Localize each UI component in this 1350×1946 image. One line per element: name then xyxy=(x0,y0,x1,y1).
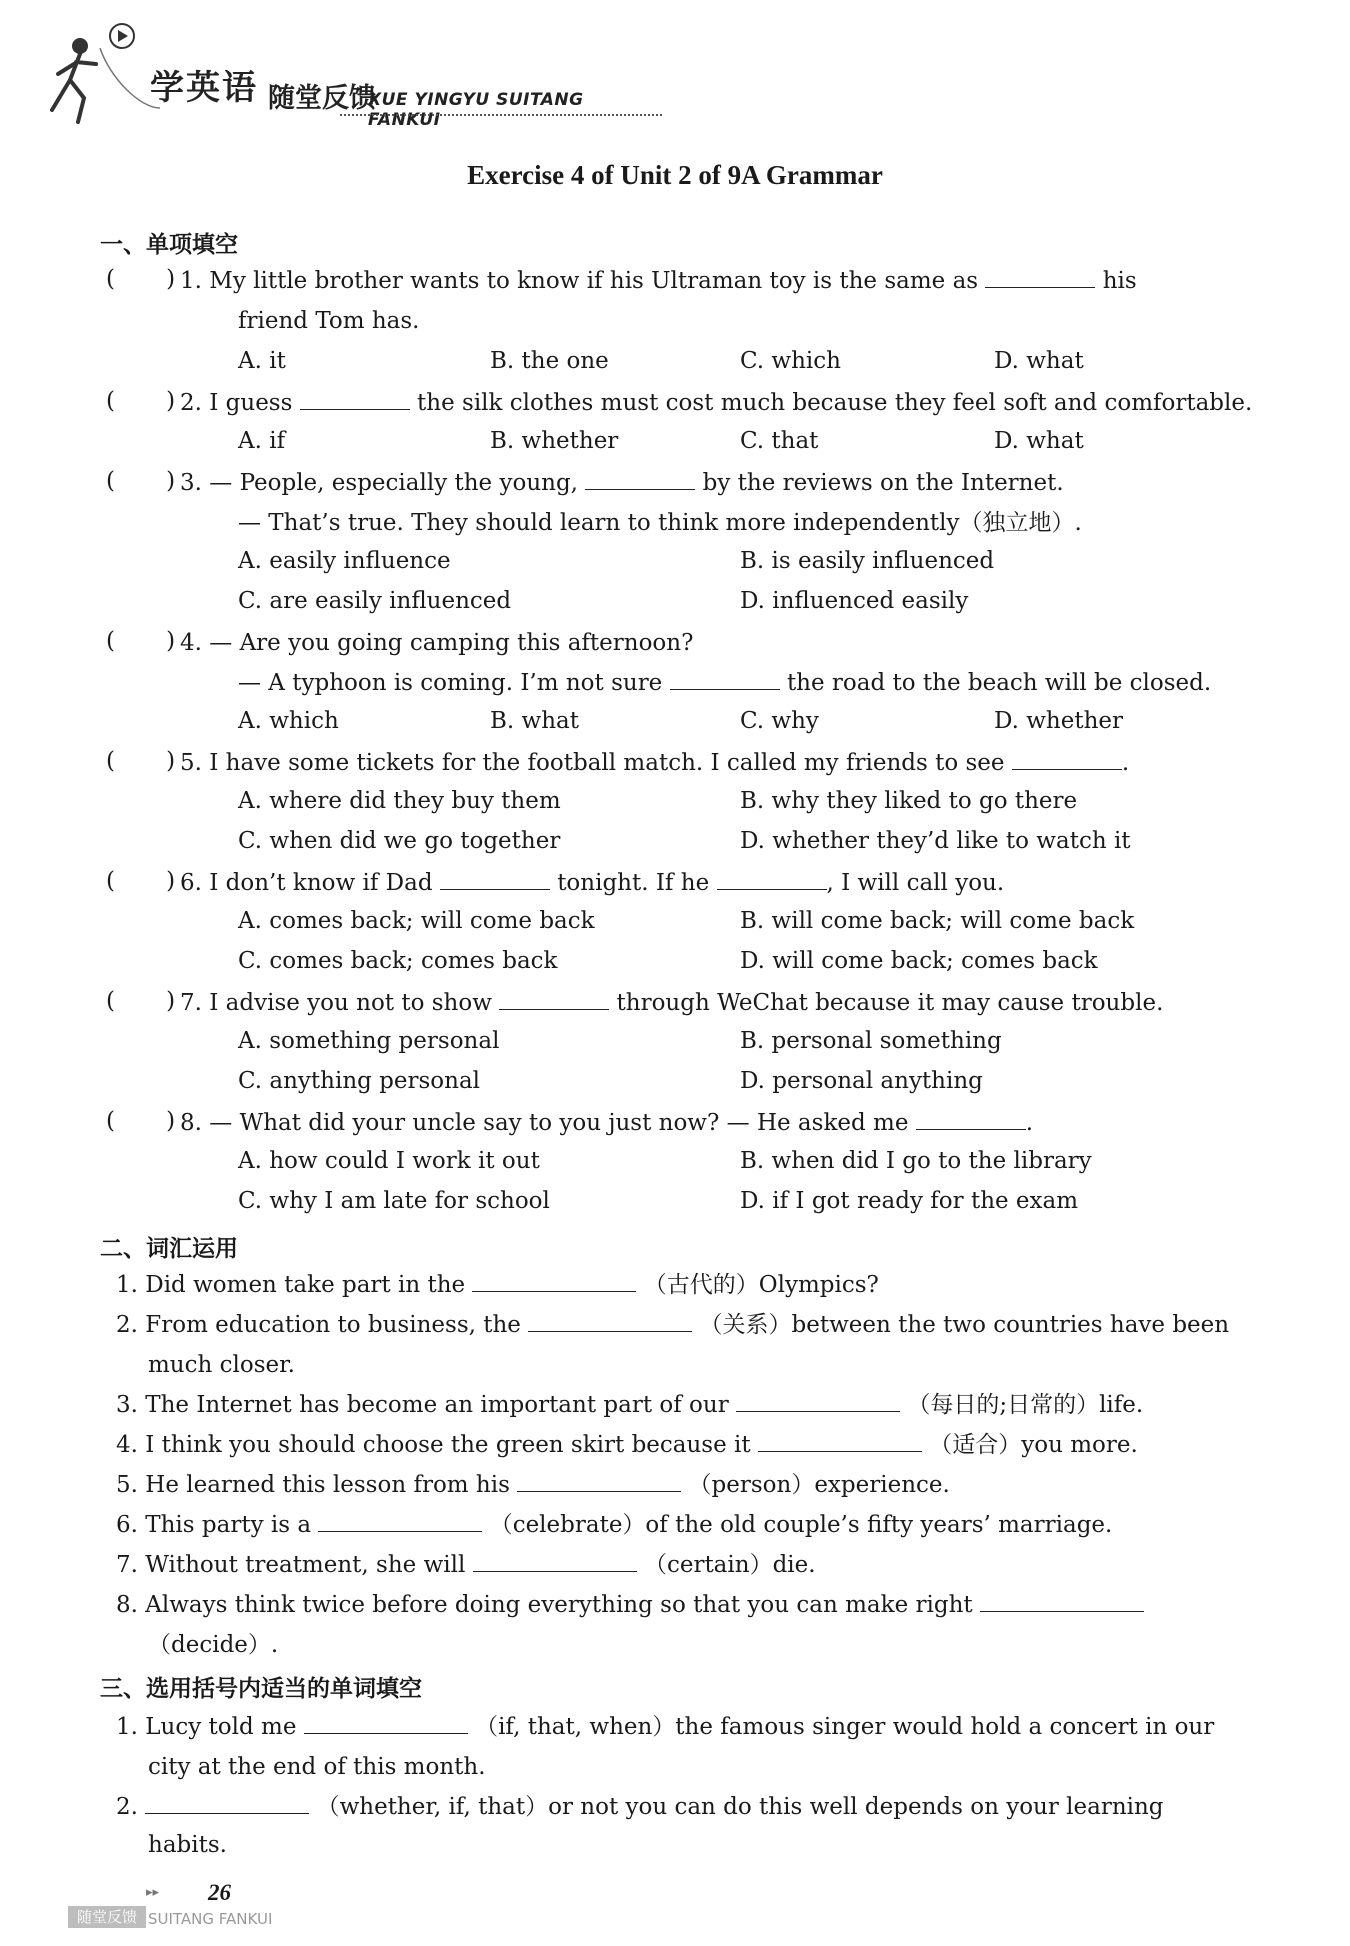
vocab-item-1: 1. Did women take part in the （古代的）Olympics? xyxy=(116,1272,879,1298)
option: D. personal anything xyxy=(740,1068,983,1094)
option: C. why xyxy=(740,708,819,734)
question-6: 6. I don’t know if Dad tonight. If he , I will call you. xyxy=(180,870,1005,896)
option: A. easily influence xyxy=(238,548,451,574)
option: C. are easily influenced xyxy=(238,588,512,614)
runner-logo-icon xyxy=(40,18,160,128)
option: B. the one xyxy=(490,348,609,374)
option: B. is easily influenced xyxy=(740,548,995,574)
answer-paren: ( ) xyxy=(106,468,176,494)
page-header xyxy=(40,18,660,128)
answer-paren: ( ) xyxy=(106,266,176,292)
option: B. whether xyxy=(490,428,619,454)
choice-item-2: 2. （whether, if, that）or not you can do this well depends on your learning xyxy=(116,1794,1164,1820)
vocab-item-8-line-2: （decide）. xyxy=(148,1632,279,1658)
answer-blank[interactable] xyxy=(528,1311,692,1332)
answer-paren: ( ) xyxy=(106,868,176,894)
vocab-item-2: 2. From education to business, the （关系）between the two countries have been xyxy=(116,1312,1230,1338)
answer-blank[interactable] xyxy=(980,1591,1144,1612)
brand-title: 学英语 xyxy=(150,68,258,108)
answer-blank[interactable] xyxy=(670,669,780,690)
option: B. what xyxy=(490,708,579,734)
answer-paren: ( ) xyxy=(106,988,176,1014)
option: A. something personal xyxy=(238,1028,500,1054)
answer-blank[interactable] xyxy=(304,1713,468,1734)
option: D. influenced easily xyxy=(740,588,969,614)
question-3-line-2: — That’s true. They should learn to think more independently（独立地）. xyxy=(238,510,1082,536)
footer-label: 随堂反馈 xyxy=(68,1906,146,1928)
option: C. that xyxy=(740,428,819,454)
option: A. which xyxy=(238,708,339,734)
answer-blank[interactable] xyxy=(1012,749,1122,770)
answer-blank[interactable] xyxy=(758,1431,922,1452)
option: C. anything personal xyxy=(238,1068,481,1094)
vocab-item-7: 7. Without treatment, she will （certain）die. xyxy=(116,1552,816,1578)
answer-blank[interactable] xyxy=(916,1109,1026,1130)
vocab-item-5: 5. He learned this lesson from his （person）experience. xyxy=(116,1472,950,1498)
vocab-item-4: 4. I think you should choose the green skirt because it （适合）you more. xyxy=(116,1432,1138,1458)
answer-paren: ( ) xyxy=(106,748,176,774)
option: D. whether xyxy=(994,708,1124,734)
section-1-heading: 一、单项填空 xyxy=(100,232,238,258)
option: C. why I am late for school xyxy=(238,1188,550,1214)
option: A. it xyxy=(238,348,286,374)
answer-blank[interactable] xyxy=(499,989,609,1010)
answer-paren: ( ) xyxy=(106,628,176,654)
header-divider xyxy=(340,114,662,116)
answer-blank[interactable] xyxy=(318,1511,482,1532)
option: D. what xyxy=(994,428,1084,454)
footer-label-english: SUITANG FANKUI xyxy=(148,1910,273,1928)
section-2-heading: 二、词汇运用 xyxy=(100,1236,238,1262)
answer-blank[interactable] xyxy=(300,389,410,410)
option: A. comes back; will come back xyxy=(238,908,595,934)
answer-blank[interactable] xyxy=(585,469,695,490)
vocab-item-2-line-2: much closer. xyxy=(148,1352,295,1378)
vocab-item-8: 8. Always think twice before doing everything so that you can make right xyxy=(116,1590,1144,1620)
option: B. will come back; will come back xyxy=(740,908,1135,934)
answer-blank[interactable] xyxy=(145,1793,309,1814)
answer-blank[interactable] xyxy=(985,267,1095,288)
option: A. how could I work it out xyxy=(238,1148,540,1174)
option: D. whether they’d like to watch it xyxy=(740,828,1131,854)
answer-paren: ( ) xyxy=(106,1108,176,1134)
question-7: 7. I advise you not to show through WeChat because it may cause trouble. xyxy=(180,990,1164,1016)
section-3-heading: 三、选用括号内适当的单词填空 xyxy=(100,1676,422,1702)
brand-english: XUE YINGYU SUITANG FANKUI xyxy=(368,90,584,130)
choice-item-1: 1. Lucy told me （if, that, when）the famous singer would hold a concert in our xyxy=(116,1714,1215,1740)
page-arrows-icon: ▸▸ xyxy=(146,1885,160,1900)
question-4: 4. — Are you going camping this afternoon? xyxy=(180,630,694,656)
option: D. what xyxy=(994,348,1084,374)
option: A. if xyxy=(238,428,286,454)
question-8: 8. — What did your uncle say to you just now? — He asked me . xyxy=(180,1110,1034,1136)
question-1: 1. My little brother wants to know if his Ultraman toy is the same as his xyxy=(180,268,1137,294)
page-title: Exercise 4 of Unit 2 of 9A Grammar xyxy=(467,160,883,190)
question-1-line-2: friend Tom has. xyxy=(238,308,420,334)
brand-subtitle: 随堂反馈 xyxy=(268,83,376,114)
question-3: 3. — People, especially the young, by the reviews on the Internet. xyxy=(180,470,1064,496)
answer-blank[interactable] xyxy=(517,1471,681,1492)
answer-blank[interactable] xyxy=(473,1551,637,1572)
option: B. why they liked to go there xyxy=(740,788,1078,814)
answer-blank[interactable] xyxy=(717,869,827,890)
option: C. which xyxy=(740,348,841,374)
answer-blank[interactable] xyxy=(736,1391,900,1412)
option: D. if I got ready for the exam xyxy=(740,1188,1079,1214)
vocab-item-6: 6. This party is a （celebrate）of the old couple’s fifty years’ marriage. xyxy=(116,1512,1113,1538)
vocab-item-3: 3. The Internet has become an important part of our （每日的;日常的）life. xyxy=(116,1392,1144,1418)
option: D. will come back; comes back xyxy=(740,948,1098,974)
answer-paren: ( ) xyxy=(106,388,176,414)
question-5: 5. I have some tickets for the football match. I called my friends to see . xyxy=(180,750,1130,776)
choice-item-2-line-2: habits. xyxy=(148,1832,227,1858)
option: C. when did we go together xyxy=(238,828,561,854)
page-number: 26 xyxy=(208,1880,231,1905)
option: B. when did I go to the library xyxy=(740,1148,1092,1174)
choice-item-1-line-2: city at the end of this month. xyxy=(148,1754,486,1780)
question-4-line-2: — A typhoon is coming. I’m not sure the road to the beach will be closed. xyxy=(238,670,1212,696)
question-2: 2. I guess the silk clothes must cost much because they feel soft and comfortable. xyxy=(180,390,1253,416)
option: C. comes back; comes back xyxy=(238,948,558,974)
answer-blank[interactable] xyxy=(472,1271,636,1292)
option: B. personal something xyxy=(740,1028,1002,1054)
option: A. where did they buy them xyxy=(238,788,561,814)
answer-blank[interactable] xyxy=(440,869,550,890)
